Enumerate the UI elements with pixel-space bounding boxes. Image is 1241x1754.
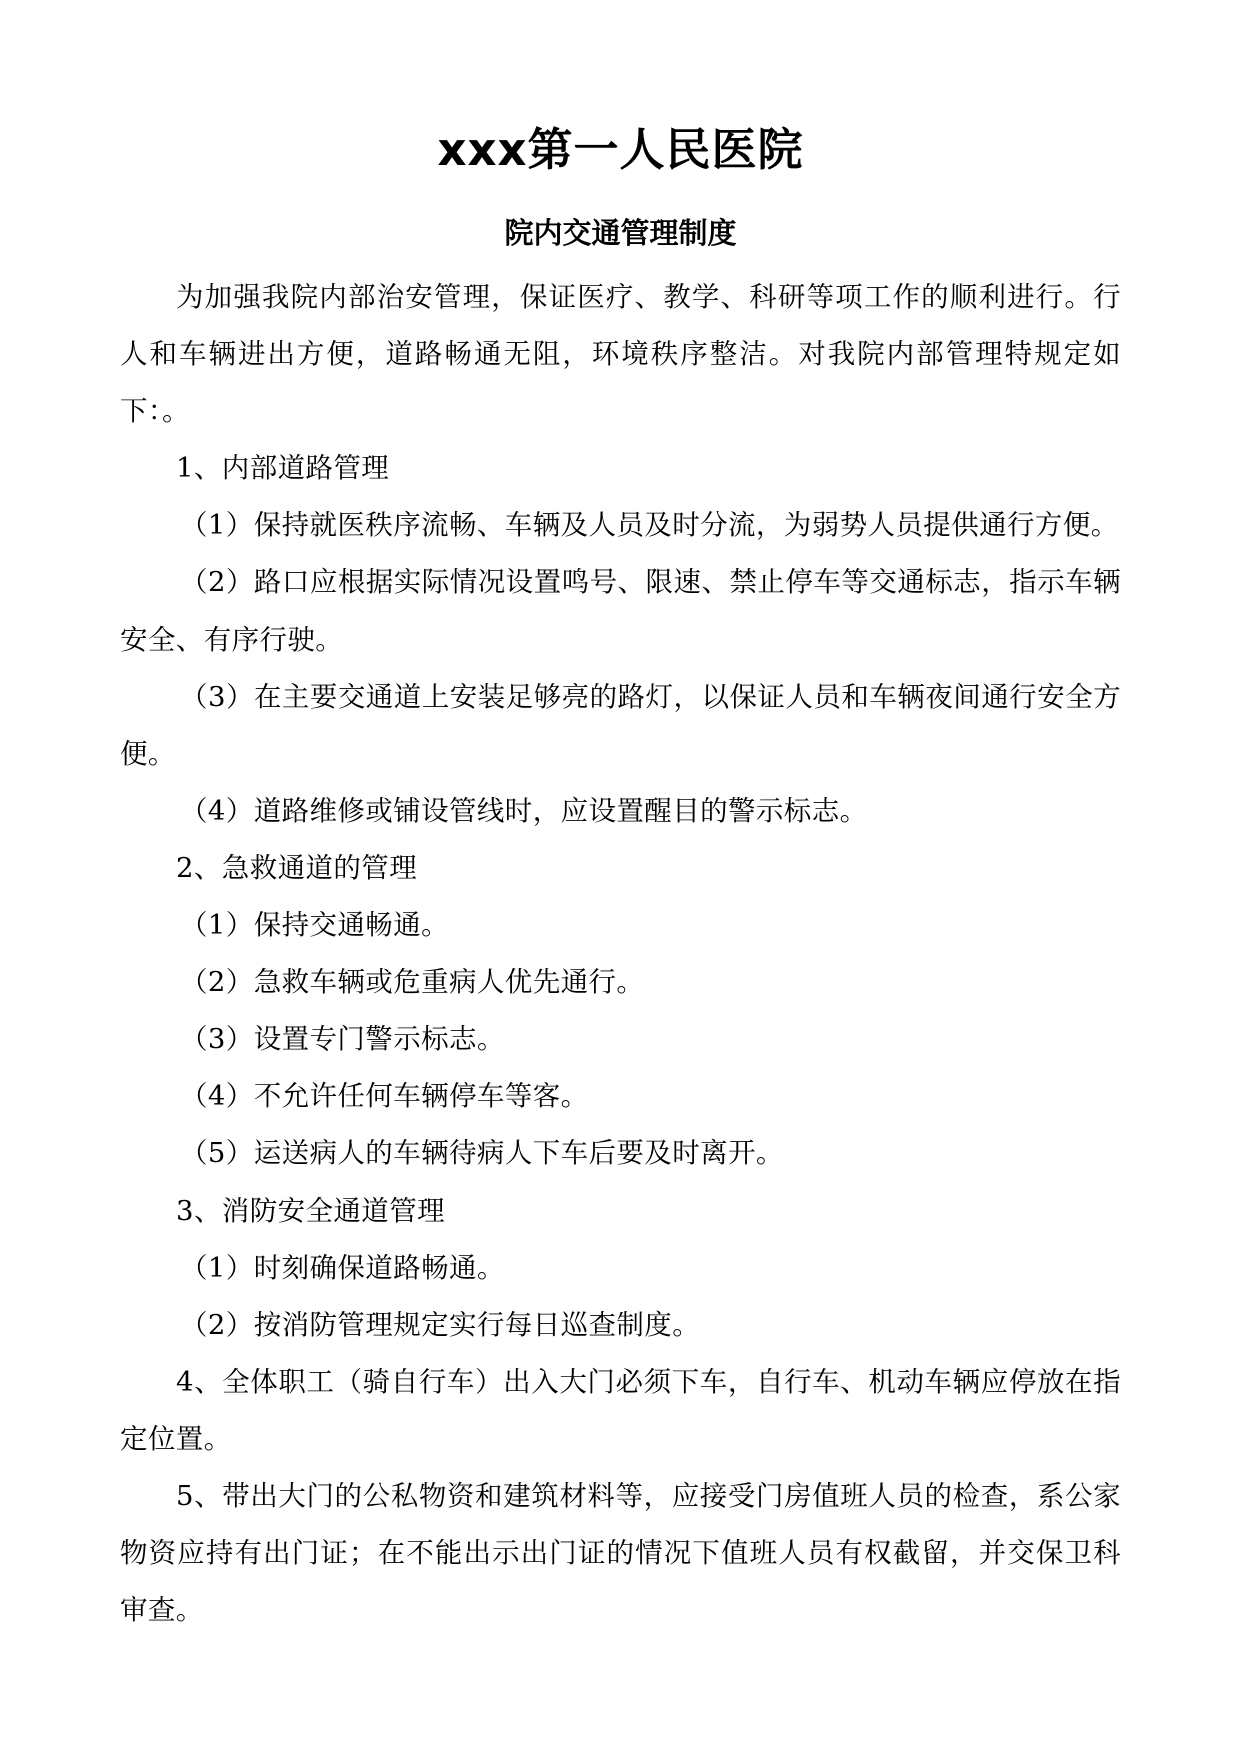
clause-2-2: （2）急救车辆或危重病人优先通行。 bbox=[180, 966, 645, 999]
regulation-title: 院内交通管理制度 bbox=[504, 216, 737, 250]
section-5-paragraph: 5、带出大门的公私物资和建筑材料等，应接受门房值班人员的检查，系公家物资应持有出门证；在不能出示出门证的情况下值班人员有权截留，并交保卫科审查。 bbox=[120, 1479, 1121, 1627]
section-4-paragraph: 4、全体职工（骑自行车）出入大门必须下车，自行车、机动车辆应停放在指定位置。 bbox=[120, 1365, 1121, 1455]
intro-paragraph: 为加强我院内部治安管理，保证医疗、教学、科研等项工作的顺利进行。行人和车辆进出方便，道路畅通无阻，环境秩序整洁。对我院内部管理特规定如下：。 bbox=[120, 281, 1121, 428]
clause-2-4: （4）不允许任何车辆停车等客。 bbox=[180, 1080, 589, 1113]
clause-2-3: （3）设置专门警示标志。 bbox=[180, 1023, 505, 1056]
clause-1-3: （3）在主要交通道上安装足够亮的路灯，以保证人员和车辆夜间通行安全方便。 bbox=[120, 680, 1121, 770]
clause-2-1: （1）保持交通畅通。 bbox=[180, 909, 449, 942]
section-heading-3: 3、消防安全通道管理 bbox=[176, 1194, 445, 1227]
clause-2-5: （5）运送病人的车辆待病人下车后要及时离开。 bbox=[180, 1137, 784, 1170]
clause-1-1: （1）保持就医秩序流畅、车辆及人员及时分流，为弱势人员提供通行方便。 bbox=[180, 509, 1119, 542]
clause-3-1: （1）时刻确保道路畅通。 bbox=[180, 1251, 505, 1284]
hospital-title: xxx第一人民医院 bbox=[437, 123, 804, 176]
clause-3-2: （2）按消防管理规定实行每日巡查制度。 bbox=[180, 1308, 701, 1341]
document-body bbox=[120, 269, 1121, 1639]
clause-1-4: （4）道路维修或铺设管线时，应设置醒目的警示标志。 bbox=[180, 794, 868, 827]
section-heading-2: 2、急救通道的管理 bbox=[176, 851, 418, 884]
clause-1-2: （2）路口应根据实际情况设置鸣号、限速、禁止停车等交通标志，指示车辆安全、有序行驶。 bbox=[120, 566, 1121, 656]
section-heading-1: 1、内部道路管理 bbox=[176, 452, 390, 485]
